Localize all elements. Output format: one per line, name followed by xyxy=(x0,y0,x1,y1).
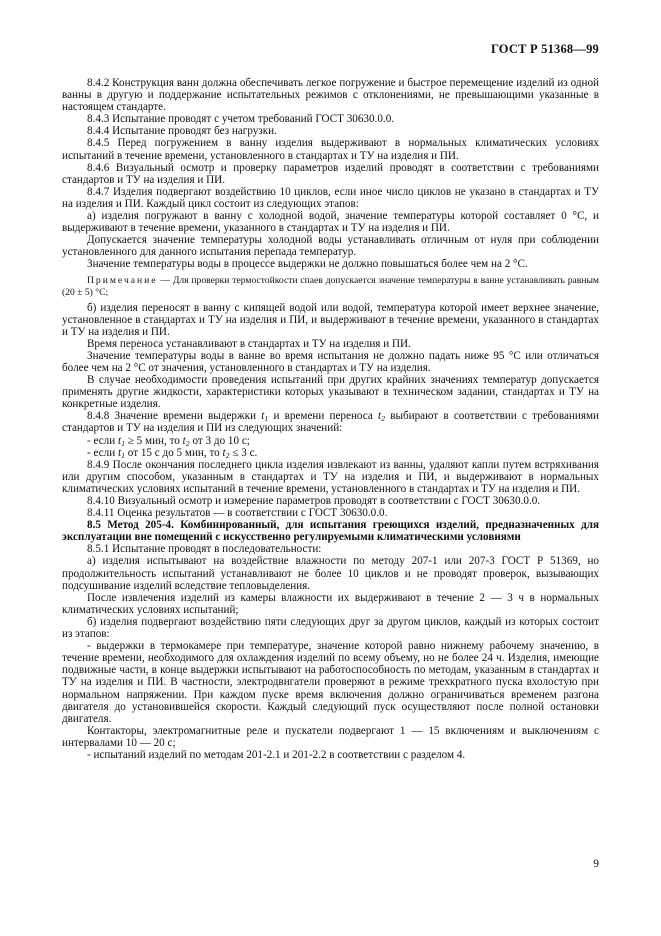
text-fragment: ≥ 5 мин, то xyxy=(125,434,183,447)
text-fragment: - если xyxy=(87,446,118,459)
text-fragment: 8.4.8 Значение времени выдержки xyxy=(87,410,262,423)
variable-t2 xyxy=(183,435,190,447)
paragraph-8-4-7-b: б) изделия переносят в ванну с кипящей водой или водой, температура которой имеет верхнее значение, установленное в стандартах и ТУ на изделия и ПИ, и выдерживают в течение времени, указанного в стандартах и ТУ на изделия и ПИ. xyxy=(62,301,599,338)
variable-subscript: 1 xyxy=(121,438,125,448)
paragraph-8-4-10: 8.4.10 Визуальный осмотр и измерение параметров проводят в соответствии с ГОСТ 30630.0.0. xyxy=(87,495,541,507)
variable-letter: t xyxy=(117,446,122,459)
section-heading-8-5: 8.5 Метод 205-4. Комбинированный, для испытания греющихся изделий, предназначенных для эксплуатации вне помещений с искусственно регулируемыми климатическими условиями xyxy=(62,519,599,544)
note-text: — Для проверки термостойкости спаев допускается значение температуры в ванне устанавливать равным (20 ± 5) °С; xyxy=(62,274,599,298)
document-body xyxy=(62,77,599,761)
paragraph-8-5-1-a: а) изделия испытывают на воздействие влажности по методу 207-1 или 207-3 ГОСТ Р 51369, но продолжительность испытаний устанавливают не более 10 циклов и не проводят проверок, вызывающих подсушивание изделий вследствие тепловыделения. xyxy=(62,555,599,592)
paragraph-8-4-7-a: а) изделия погружают в ванну с холодной водой, значение температуры которой составляет 0 °С, и выдерживают в течение времени, указанного в стандартах и ТУ на изделия и ПИ. xyxy=(62,210,599,235)
text-fragment: ≤ 3 с. xyxy=(229,446,258,459)
paragraph-8-4-4: 8.4.4 Испытание проводят без нагрузки. xyxy=(87,125,277,138)
note-label: Примечание xyxy=(87,274,158,286)
text-fragment: выбирают в соответствии с требованиями стандартов и ТУ на изделия и ПИ из следующих значений: xyxy=(62,410,599,435)
text-fragment: - если xyxy=(87,434,118,447)
paragraph-temperature-rise: Значение температуры воды в процессе выдержки не должно повышаться более чем на 2 °С. xyxy=(87,258,528,271)
text-fragment: от 15 с до 5 мин, то xyxy=(125,446,223,459)
paragraph-8-4-9: 8.4.9 После окончания последнего цикла изделия извлекают из ванны, удаляют капли путем встряхивания или другим способом, указанным в стандартах и ТУ на изделия и ПИ, и выдерживают в нормальных климатических условиях испытаний в течение времени, установленного в стандартах и ТУ на изделия и ПИ. xyxy=(62,458,599,495)
variable-letter: t xyxy=(261,410,265,423)
paragraph-after-humidity: После извлечения изделий из камеры влажности их выдерживают в течение 2 — 3 ч в нормальных климатических условиях испытаний; xyxy=(62,591,599,616)
paragraph-hot-water-temperature: Значение температуры воды в ванне во время испытания не должно падать ниже 95 °С или отличаться более чем на 2 °С от значения, установленного в стандартах и ТУ на изделия. xyxy=(62,349,599,374)
variable-subscript: 2 xyxy=(185,438,190,448)
paragraph-8-4-5: 8.4.5 Перед погружением в ванну изделия выдерживают в нормальных климатических условиях испытаний в течение времени, установленного в стандартах и ТУ на изделия и ПИ. xyxy=(62,137,599,162)
variable-subscript: 2 xyxy=(381,414,386,424)
paragraph-thermochamber: - выдержки в термокамере при температуре, значение которой равно нижнему рабочему значению, в течение времени, необходимого для охлаждения изделий по всему объему, но не более 24 ч. Изделия, имеющие подвижные части, в конце выдержки испытывают на работоспособность по методам, указанным в стандартах и ТУ на изделия и ПИ. В частности, электродвигатели проверяют в режиме трехкратного пуска вхолостую при нормальном напряжении. При каждом пуске время включения должно ограничиваться временем разгона двигателя до установившейся скорости. Каждый следующий пуск осуществляют после полной остановки двигателя. xyxy=(62,640,599,725)
paragraph-8-5-1-b: б) изделия подвергают воздействию пяти следующих друг за другом циклов, каждый из которых состоит из этапов: xyxy=(62,615,599,641)
variable-t1 xyxy=(118,447,125,459)
variable-letter: t xyxy=(117,434,122,447)
text-fragment: и времени переноса xyxy=(268,410,378,423)
list-item-condition-2 xyxy=(62,447,599,459)
variable-t1 xyxy=(118,435,125,447)
paragraph-contactors: Контакторы, электромагнитные реле и пускатели подвергают 1 — 15 включениям и выключениям с интервалами 10 — 20 с; xyxy=(62,724,599,749)
variable-letter: t xyxy=(378,410,382,423)
variable-t2 xyxy=(378,410,385,422)
variable-t2 xyxy=(223,447,230,459)
paragraph-8-4-8 xyxy=(62,410,599,434)
paragraph-methods: - испытаний изделий по методам 201-2.1 и 201-2.2 в соответствии с разделом 4. xyxy=(87,748,466,761)
variable-letter: t xyxy=(182,434,186,447)
page-header-standard-title: ГОСТ Р 51368—99 xyxy=(490,42,599,56)
paragraph-8-4-7: 8.4.7 Изделия подвергают воздействию 10 циклов, если иное число циклов не указано в стандартах и ТУ на изделия и ПИ. Каждый цикл состоит из следующих этапов: xyxy=(62,185,599,210)
paragraph-extreme-temperatures: В случае необходимости проведения испытаний при других крайних значениях температур допускается применять другие жидкости, характеристики которых указывают в техническом задании, стандартах и ТУ на конкретные изделия. xyxy=(62,374,599,411)
variable-subscript: 1 xyxy=(264,414,269,424)
paragraph-transfer-time: Время переноса устанавливают в стандартах и ТУ на изделия и ПИ. xyxy=(87,337,411,350)
page-number: 9 xyxy=(593,858,599,870)
variable-letter: t xyxy=(222,446,226,459)
paragraph-cold-water-deviation: Допускается значение температуры холодной воды устанавливать отличным от нуля при соблюдении установленного для данного испытания перепада температур. xyxy=(62,234,599,259)
paragraph-8-4-11: 8.4.11 Оценка результатов — в соответствии с ГОСТ 30630.0.0. xyxy=(87,507,388,520)
paragraph-8-5-1: 8.5.1 Испытание проводят в последовательности: xyxy=(87,543,322,556)
paragraph-8-4-3: 8.4.3 Испытание проводят с учетом требований ГОСТ 30630.0.0. xyxy=(87,113,395,126)
text-fragment: от 3 до 10 с; xyxy=(189,434,250,447)
variable-subscript: 2 xyxy=(225,450,230,460)
paragraph-8-4-2: 8.4.2 Конструкция ванн должна обеспечивать легкое погружение и быстрое перемещение изделий из одной ванны в другую и поддержание испытательных режимов с отклонениями, не превышающими указанные в настоящем стандарте. xyxy=(62,77,599,114)
variable-subscript: 1 xyxy=(121,450,125,460)
list-item-condition-1 xyxy=(62,435,599,447)
paragraph-8-4-6: 8.4.6 Визуальный осмотр и проверку параметров изделий проводят в соответствии с требованиями стандартов и ТУ на изделия и ПИ. xyxy=(62,161,599,186)
note xyxy=(62,275,599,299)
